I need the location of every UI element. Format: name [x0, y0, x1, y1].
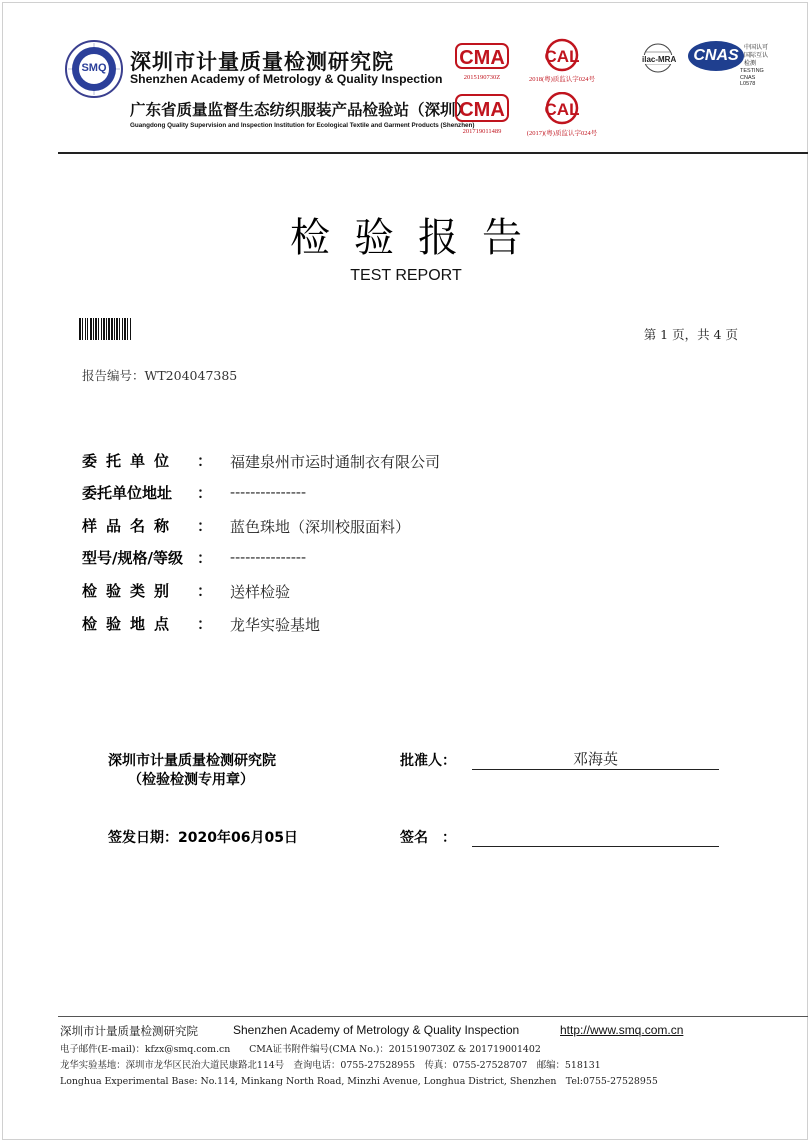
field-model-spec [82, 547, 742, 571]
field-colon: ： [197, 517, 213, 535]
report-number: 报告编号：WT204047385 [82, 368, 238, 383]
page-indicator: 第 1 页，共 4 页 [643, 327, 738, 342]
station-name-cn: 广东省质量监督生态纺织服装产品检验站（深圳） [130, 102, 472, 119]
footer-email-cma-line: 电子邮件(E-mail)：kfzx@smq.com.cn CMA证书附件编号(CMA No.)：2015190730Z & 201719001402 [60, 1044, 541, 1055]
cal-number-2: (2017)(粤)质监认字024号 [526, 130, 598, 137]
svg-text:CMA: CMA [459, 99, 505, 121]
svg-text:CAL: CAL [544, 100, 580, 119]
signature-underline [472, 846, 719, 847]
report-title-cn: 检验报告 [290, 215, 546, 261]
cnas-code: CNAS L0578 [740, 75, 756, 87]
cma-mark-2 [442, 92, 522, 142]
field-value: 送样检验 [230, 583, 291, 601]
field-label: 委托单位 [82, 452, 179, 470]
field-colon: ： [197, 484, 213, 502]
field-value: --------------- [230, 548, 307, 566]
footer-institute-cn: 深圳市计量质量检测研究院 [60, 1024, 198, 1038]
field-client [82, 450, 742, 474]
ilac-text: ilac-MRA [642, 55, 677, 64]
cnas-text: CNAS [693, 47, 739, 64]
ilac-cnas-mark [640, 38, 770, 88]
field-label: 委托单位地址 [82, 484, 173, 502]
cal-mark-1 [522, 38, 602, 88]
smq-logo [65, 40, 123, 98]
field-sample-name [82, 515, 742, 539]
footer-address-cn-line: 龙华实验基地：深圳市龙华区民治大道民康路北114号 查询电话：0755-27528955 传真：0755-27528707 邮编：518131 [60, 1060, 601, 1071]
field-value: 龙华实验基地 [230, 616, 321, 634]
cnas-cn-line3: 检测 [744, 61, 757, 67]
seal-note: （检验检测专用章） [128, 772, 254, 788]
footer-address-en-line: Longhua Experimental Base: No.114, Minkang North Road, Minzhi Avenue, Longhua District, Shenzhen Tel:0755-27528955 [60, 1076, 658, 1087]
field-colon: ： [197, 615, 213, 633]
field-colon: ： [197, 582, 213, 600]
cma-number-1: 2015190730Z [463, 74, 501, 81]
approver-label: 批准人： [400, 753, 456, 769]
field-test-location [82, 613, 742, 637]
cnas-testing: TESTING [740, 68, 764, 74]
cnas-cn-line2: 国际互认 [744, 53, 769, 59]
field-label: 型号/规格/等级 [82, 549, 183, 567]
field-label: 检验地点 [82, 615, 179, 633]
header-divider [58, 152, 808, 154]
cnas-cn-line1: 中国认可 [744, 45, 769, 51]
institute-name-en: Shenzhen Academy of Metrology & Quality Inspection [130, 72, 443, 86]
svg-text:CMA: CMA [459, 47, 505, 69]
footer-divider [58, 1016, 808, 1017]
approver-name: 邓海英 [572, 750, 618, 768]
station-name-en: Guangdong Quality Supervision and Inspection Institution for Ecological Textile and Garment Products (Shenzhen) [130, 122, 475, 129]
field-value: 蓝色珠地（深圳校服面料） [230, 518, 411, 536]
field-label: 检验类别 [82, 582, 179, 600]
page-frame [2, 2, 808, 1140]
footer-website-link[interactable]: http://www.smq.com.cn [560, 1023, 684, 1037]
field-value: --------------- [230, 483, 307, 501]
field-colon: ： [197, 452, 213, 470]
field-client-address [82, 482, 742, 506]
field-colon: ： [197, 549, 213, 567]
approver-underline [472, 769, 719, 770]
footer-institute-en: Shenzhen Academy of Metrology & Quality Inspection [233, 1023, 520, 1037]
issue-date: 签发日期：2020年06月05日 [108, 830, 298, 846]
cal-number-1: 2018(粤)质监认字024号 [528, 76, 596, 83]
cma-mark-1 [442, 38, 522, 88]
field-value: 福建泉州市运时通制衣有限公司 [230, 453, 441, 471]
barcode-icon [79, 318, 162, 340]
seal-institute-name: 深圳市计量质量检测研究院 [108, 753, 276, 769]
field-label: 样品名称 [82, 517, 179, 535]
cal-mark-2 [522, 92, 602, 142]
signature-label: 签名 ： [400, 830, 456, 846]
field-test-type [82, 580, 742, 604]
svg-text:CAL: CAL [544, 47, 580, 66]
institute-name-cn: 深圳市计量质量检测研究院 [130, 51, 394, 74]
cma-number-2: 201719011489 [462, 128, 502, 135]
smq-logo-text: SMQ [81, 62, 107, 74]
report-title-en: TEST REPORT [350, 267, 462, 284]
